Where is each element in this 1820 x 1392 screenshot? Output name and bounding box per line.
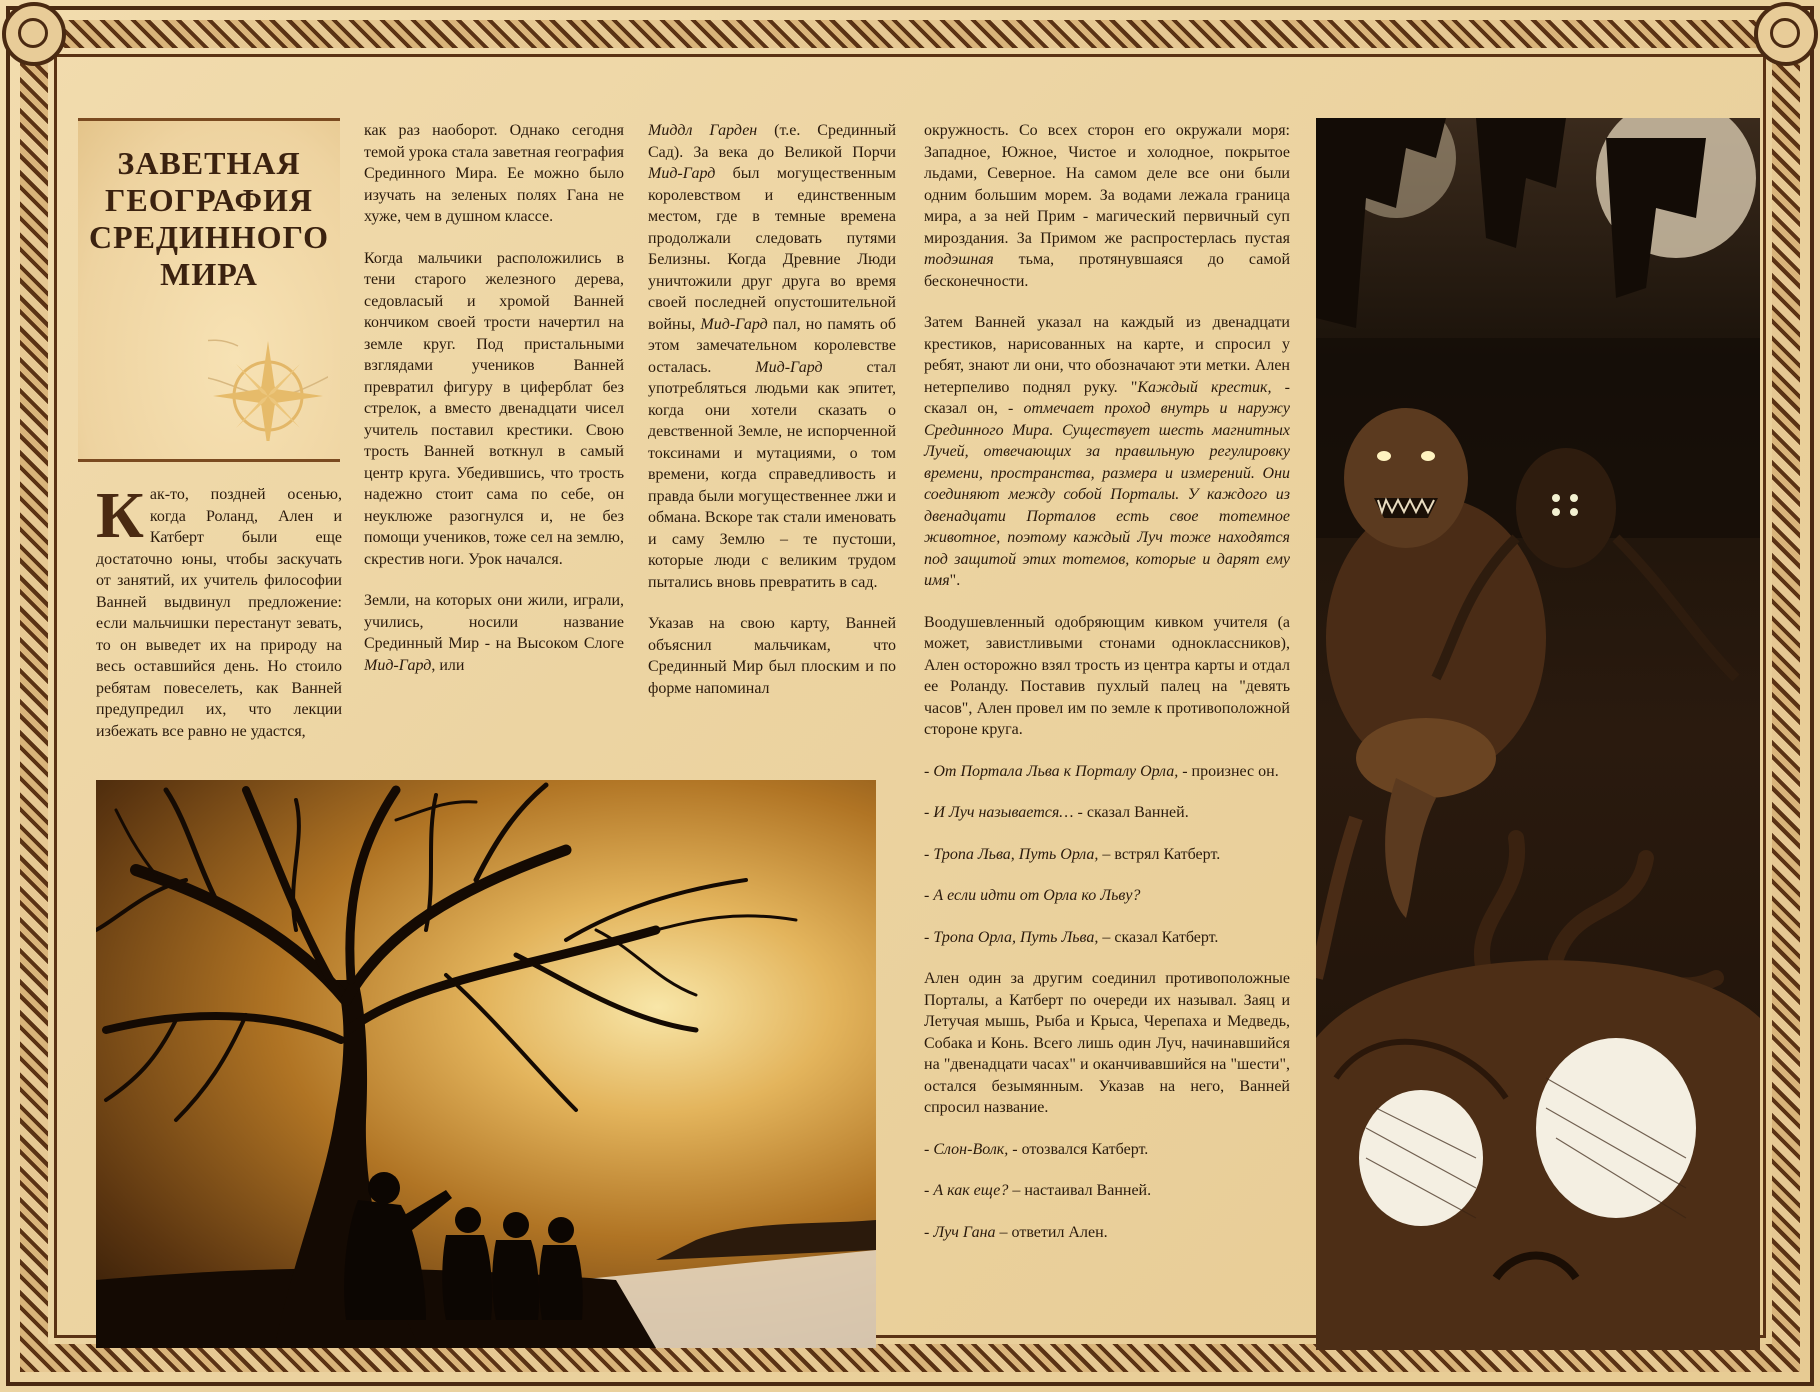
dialogue-line: - От Портала Льва к Порталу Орла, - произнес он.	[924, 762, 1279, 780]
paragraph: Ален один за другим соединил противоположные Порталы, а Катберт по очереди их называл. Заяц и Летучая мышь, Рыба и Крыса, Черепаха и Медведь, Собака и Конь. Всего лишь один Луч, начинавшийся на "двенадцати часах" и оканчивавшийся на "шести", остался безымянным. Указав на него, Ванней спросил название.	[924, 970, 1290, 1116]
title-line-2: ГЕОГРАФИЯ	[105, 182, 313, 218]
monsters-art-icon	[1316, 118, 1760, 1350]
corner-ornament-top-left	[2, 2, 66, 66]
article-title	[78, 145, 340, 293]
title-line-3: СРЕДИННОГО	[88, 219, 330, 255]
column-4	[924, 120, 1290, 1263]
column-2	[364, 120, 624, 696]
dialogue-line: - А как еще? – настаивал Ванней.	[924, 1182, 1152, 1199]
dialogue-line: - Тропа Льва, Путь Орла, – встрял Катберт.	[924, 845, 1221, 863]
paragraph: Указав на свою карту, Ванней объяснил мальчикам, что Срединный Мир был плоским и по форме напоминал	[648, 615, 896, 697]
paragraph: окружность. Со всех сторон его окружали моря: Западное, Южное, Чистое и холодное, покрытое льдами, Северное. На самом деле все они были одним большим морем. За водами лежала граница мира, а за ней Прим - магический первичный суп мироздания. За Примом же распростерлась пустая тодэшная тьма, протянувшаяся до самой бесконечности.	[924, 122, 1290, 290]
dialogue-line: - Луч Гана – ответил Ален.	[924, 1223, 1108, 1241]
tree-illustration	[96, 780, 876, 1348]
title-box	[78, 118, 340, 462]
paragraph-intro: Как-то, поздней осенью, когда Роланд, Ален и Катберт были еще достаточно юны, чтобы заскучать от занятий, их учитель философии Ванней выдвинул предложение: если мальчишки перестанут зевать, то он выведет их на природу на весь оставшийся день. Но стоило ребятам повеселеть, как Ванней предупредил их, что лекции избежать все равно не удастся,	[96, 479, 342, 740]
paragraph: Затем Ванней указал на каждый из двенадцати крестиков, нарисованных на карте, и спросил у ребят, знают ли они, что обозначают эти метки. Ален нетерпеливо поднял руку. "Каждый крестик, - сказал он, - отмечает проход внутрь и наружу Срединного Мира. Существует шесть магнитных Лучей, отвечающих за правильную регулировку времени, пространства, размера и измерений. Они соединяют между собой Порталы. У каждого из двенадцати Порталов есть свое тотемное животное, поэтому каждый Луч тоже находятся под защитой этих тотемов, которые и дарят ему имя".	[924, 314, 1291, 589]
dialogue-line: - А если идти от Орла ко Льву?	[924, 887, 1141, 904]
paragraph: как раз наоборот. Однако сегодня темой урока стала заветная география Срединного Мира. Ее можно было изучать на зеленых полях Гана не хуже, чем в душном классе.	[364, 122, 624, 225]
column-3	[648, 120, 896, 719]
tree-silhouette-icon	[96, 780, 876, 1348]
dialogue-line: - И Луч называется… - сказал Ванней.	[924, 804, 1189, 821]
column-1	[96, 479, 342, 762]
monster-illustration	[1316, 118, 1760, 1350]
dialogue-line: - Тропа Орла, Путь Льва, – сказал Катберт.	[924, 928, 1219, 946]
drop-cap: К	[96, 479, 144, 552]
title-line-1: ЗАВЕТНАЯ	[117, 145, 301, 181]
title-line-4: МИРА	[160, 256, 258, 292]
paragraph: Когда мальчики расположились в тени старого железного дерева, седовласый и хромой Ванней кончиком своей трости начертил на земле круг. Под пристальными взглядами учеников Ванней превратил фигуру в циферблат без стрелок, а вместо двенадцати чисел учитель поставил крестики. Свою трость Ванней воткнул в самый центр круга. Убедившись, что трость надежно стоит сама по себе, он неуклюже разогнулся и, не без помощи учеников, тоже сел на землю, скрестив ноги. Урок начался.	[364, 249, 624, 568]
compass-rose-icon	[208, 321, 328, 441]
corner-ornament-top-right	[1754, 2, 1818, 66]
dialogue-line: - Слон-Волк, - отозвался Катберт.	[924, 1140, 1149, 1158]
paragraph: Воодушевленный одобряющим кивком учителя (а может, завистливыми стонами одноклассников), Ален осторожно взял трость из центра карты и отдал ее Роланду. Поставив пухлый палец на "девять часов", Ален провел им по земле к противоположной стороне круга.	[924, 613, 1290, 738]
paragraph: Миддл Гарден (т.е. Срединный Сад). За века до Великой Порчи Мид-Гард был могущественным королевством и единственным местом, где в темные времена продолжали следовать путями Белизны. Когда Древние Люди уничтожили друг друга во время своей последней опустошительной войны, Мид-Гард пал, но память об этом замечательном королевстве осталась. Мид-Гард стал употребляться людьми как эпитет, когда они хотели сказать о девственной Земле, не испорченной токсинами и мутациями, о том времени, когда справедливость и правда были могущественнее лжи и обмана. Вскоре так стали именовать и саму Землю – те пустоши, которые люди с великим трудом пытались вновь превратить в сад.	[648, 122, 896, 591]
paragraph: Земли, на которых они жили, играли, учились, носили название Срединный Мир - на Высоком Слоге Мид-Гард, или	[364, 592, 624, 674]
